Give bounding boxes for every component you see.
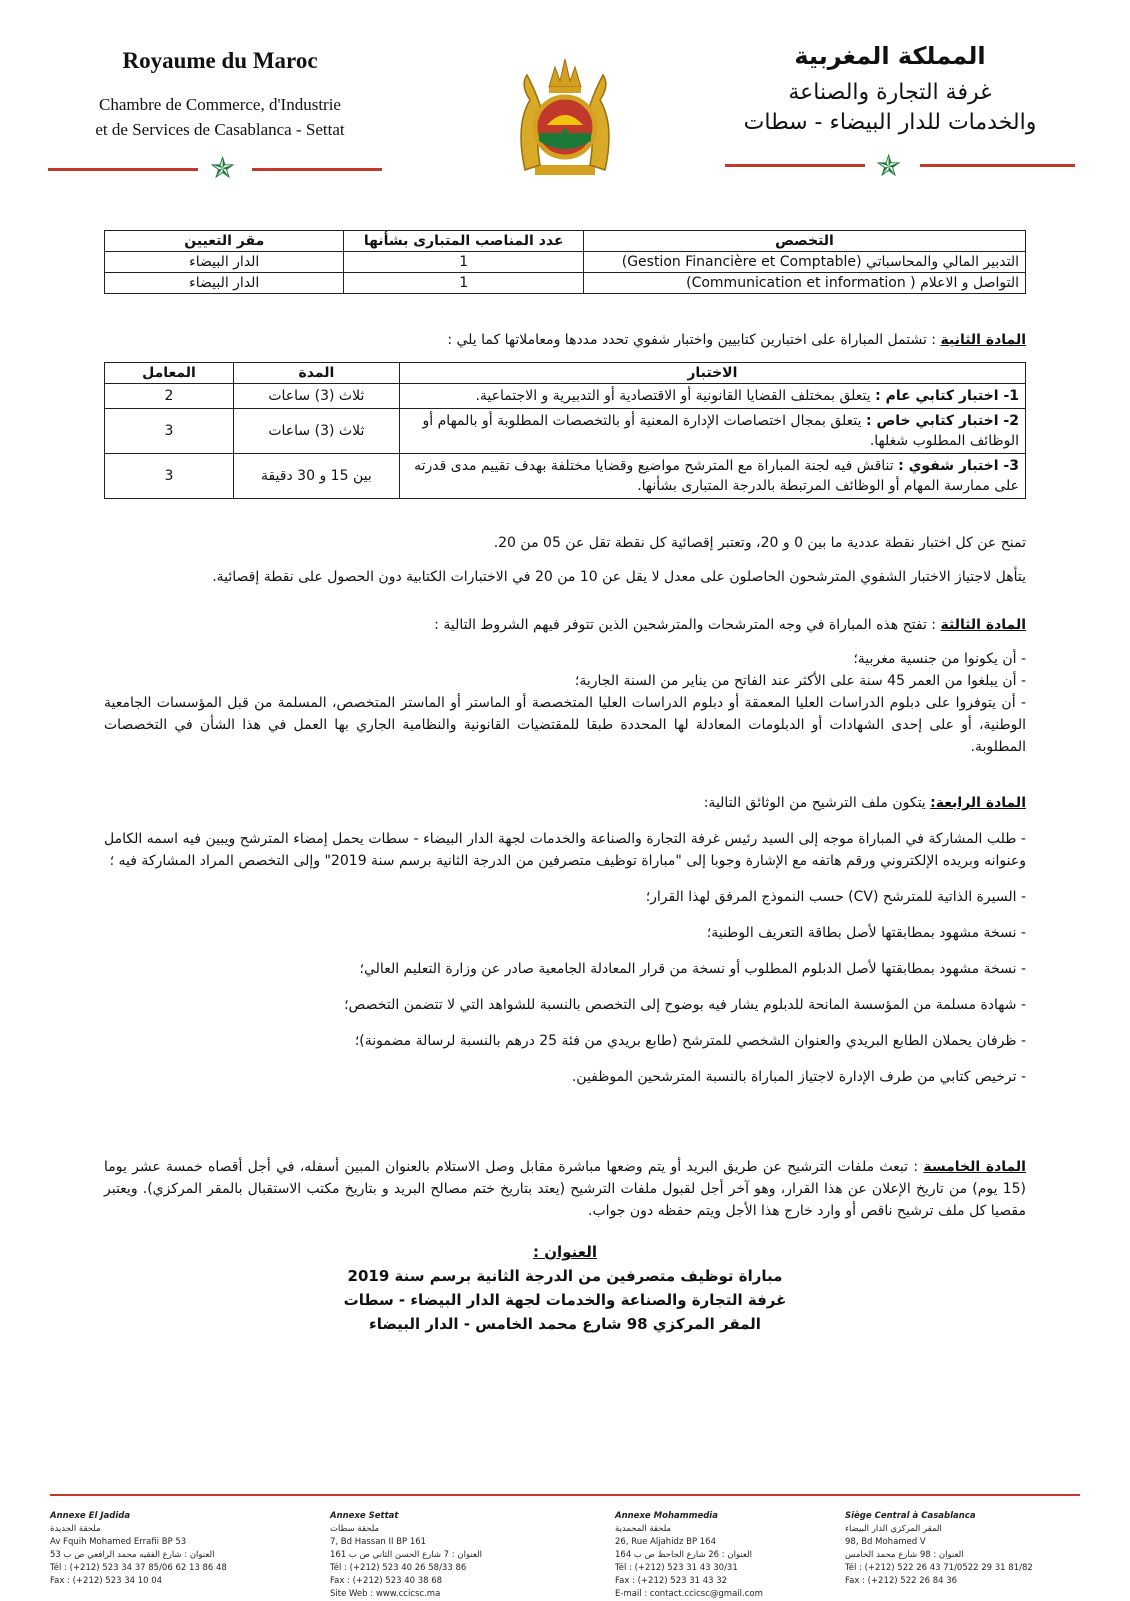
footer-name: Annexe El Jadida [50, 1511, 131, 1521]
footer-address-ar: العنوان : 98 شارع محمد الخامس [845, 1550, 964, 1560]
royal-coat-of-arms-icon [505, 45, 625, 185]
footer-name-ar: ملحقة المحمدية [615, 1524, 672, 1534]
address-line2: غرفة التجارة والصناعة والخدمات لجهة الدار البيضاء - سطات [343, 1291, 787, 1309]
exam-description [399, 454, 1025, 499]
article-3-title: المادة الثالثة [940, 617, 1026, 633]
footer-column-el-jadida [50, 1510, 290, 1588]
footer-email[interactable]: E-mail : contact.ccicsc@gmail.com [615, 1589, 763, 1599]
fr-chamber-line1: Chambre de Commerce, d'Industrie [99, 95, 341, 114]
left-divider-right [252, 168, 382, 171]
exam-coef: 3 [105, 409, 234, 454]
footer-address-ar: العنوان : 26 شارع الجاحظ ص ب 164 [615, 1550, 752, 1560]
footer-tel: Tél : (+212) 522 26 43 71/0522 29 31 81/82 [845, 1563, 1033, 1573]
ar-chamber-line2: والخدمات للدار البيضاء - سطات [743, 110, 1037, 135]
exam-text: يتعلق بمختلف القضايا القانونية أو الاقتصادية أو التدبيرية و الاجتماعية. [475, 388, 871, 404]
footer-address-ar: العنوان : 7 شارع الحسن الثاني ص ب 161 [330, 1550, 482, 1560]
list-item: - ترخيص كتابي من طرف الإدارة لاجتياز المباراة بالنسبة المترشحين الموظفين. [571, 1069, 1026, 1085]
position-count: 1 [344, 252, 583, 273]
position-location: الدار البيضاء [105, 273, 344, 294]
article-2-text: : تشتمل المباراة على اختبارين كتابيين واختبار شفوي تحدد مددها ومعاملاتها كما يلي : [447, 332, 937, 348]
exam-label: 2- اختبار كتابي خاص : [865, 413, 1019, 429]
exam-coef: 2 [105, 384, 234, 409]
list-item: - أن يتوفروا على دبلوم الدراسات العليا المعمقة أو دبلوم الدراسات العليا المتخصصة أو الماستر أو الماستر المتخصص، المسلمة من قبل المؤسسات الجامعية الوطنية، أو على إحدى الشهادات أو الدبلومات المعادلة لها المحددة طبقا للمقتضيات القانونية والنظامية الجاري بها العمل في هذا الشأن في التخصصات المطلوبة. [104, 695, 1026, 755]
exam-description [399, 409, 1025, 454]
position-specialty: التواصل و الاعلام ( Communication et information) [583, 273, 1025, 294]
footer-tel: Tél : (+212) 523 34 37 85/06 62 13 86 48 [50, 1563, 227, 1573]
footer-name: Siège Central à Casablanca [845, 1511, 976, 1521]
footer-column-mohammedia [615, 1510, 855, 1601]
list-item: - أن يبلغوا من العمر 45 سنة على الأكثر عند الفاتح من يناير من السنة الجارية؛ [574, 673, 1026, 689]
exams-header-coef: المعامل [105, 363, 234, 384]
table-row [105, 384, 1026, 409]
address-block [104, 1240, 1026, 1336]
article-5-text: : تبعث ملفات الترشيح عن طريق البريد أو يتم وضعها مباشرة مقابل وصل الاستلام بالعنوان المبين أسفله، في أجل أقصاه خمسة عشر يوما (15 يوم) من تاريخ الإعلان عن هذا القرار، وهو آخر أجل لقبول ملفات الترشيح (يعتد بتاريخ ختم مصالح البريد و بتاريخ مكتب الاستقبال بالمقر المركزي). ويعتبر مقصيا كل ملف ترشيح ناقص أو وارد خارج هذا الأجل ويتم حفظه دون جواب. [104, 1159, 1026, 1219]
article-3 [104, 614, 1026, 758]
article-3-text: : تفتح هذه المباراة في وجه المترشحات والمترشحين الذين تتوفر فيهم الشروط التالية : [434, 617, 937, 633]
article-5 [104, 1156, 1026, 1222]
table-row [105, 454, 1026, 499]
footer-address: 26, Rue Aljahidz BP 164 [615, 1537, 716, 1547]
arabic-letterhead [700, 42, 1080, 138]
list-item: - ظرفان يحملان الطابع البريدي والعنوان الشخصي للمترشح (طابع بريدي من فئة 25 درهم بالنسبة لرسالة مضمونة)؛ [354, 1033, 1026, 1049]
article-2-notes [104, 532, 1026, 588]
exam-text: تناقش فيه لجنة المباراة مع المترشح مواضيع وقضايا مختلفة بهدف تقييم مدى قدرته على ممارسة المهام أو الوظائف المرتبطة بالدرجة المتبارى بشأنها. [414, 458, 1019, 494]
exam-coef: 3 [105, 454, 234, 499]
positions-header-specialty: التخصص [583, 231, 1025, 252]
right-star-icon: ✯ [876, 149, 902, 184]
exams-header-exam: الاختبار [399, 363, 1025, 384]
ar-chamber-line1: غرفة التجارة والصناعة [788, 80, 992, 105]
fr-chamber-line2: et de Services de Casablanca - Settat [95, 120, 345, 139]
address-title: العنوان : [533, 1243, 597, 1261]
exam-description [399, 384, 1025, 409]
article-2-intro [104, 332, 1026, 348]
oral-eligibility-note: يتأهل لاجتياز الاختبار الشفوي المترشحون الحاصلون على معدل لا يقل عن 10 من 20 في الاختبارات الكتابية دون الحصول على نقطة إقصائية. [212, 569, 1026, 585]
article-4 [104, 792, 1026, 1088]
exam-label: 3- اختبار شفوي : [898, 458, 1019, 474]
footer-address: 98, Bd Mohamed V [845, 1537, 926, 1547]
exam-text: يتعلق بمجال اختصاصات الإدارة المعنية أو بالتخصصات المطلوبة أو بالمهام أو الوظائف المطلوب شغلها. [422, 413, 1019, 449]
footer-divider [50, 1494, 1080, 1496]
position-count: 1 [344, 273, 583, 294]
footer-name: Annexe Settat [330, 1511, 399, 1521]
exam-duration: ثلاث (3) ساعات [233, 409, 399, 454]
address-line1: مباراة توظيف متصرفين من الدرجة الثانية برسم سنة 2019 [347, 1267, 783, 1285]
footer-address: Av Fquih Mohamed Errafii BP 53 [50, 1537, 187, 1547]
footer-name-ar: المقر المركزي الدار البيضاء [845, 1524, 942, 1534]
footer-column-settat [330, 1510, 570, 1601]
article-4-title: المادة الرابعة: [930, 795, 1026, 811]
exams-table [104, 362, 1026, 499]
footer-fax: Fax : (+212) 523 31 43 32 [615, 1576, 728, 1586]
positions-header-location: مقر التعيين [105, 231, 344, 252]
footer-fax: Fax : (+212) 523 34 10 04 [50, 1576, 163, 1586]
footer-tel: Tél : (+212) 523 40 26 58/33 86 [330, 1563, 467, 1573]
list-item: - نسخة مشهود بمطابقتها لأصل بطاقة التعريف الوطنية؛ [706, 925, 1026, 941]
footer-address: 7, Bd Hassan II BP 161 [330, 1537, 427, 1547]
positions-header-count: عدد المناصب المتبارى بشأنها [344, 231, 583, 252]
table-row [105, 252, 1026, 273]
list-item: - أن يكونوا من جنسية مغربية؛ [853, 651, 1026, 667]
footer-fax: Fax : (+212) 523 40 38 68 [330, 1576, 443, 1586]
fr-kingdom: Royaume du Maroc [122, 48, 318, 73]
exam-duration: بين 15 و 30 دقيقة [233, 454, 399, 499]
footer-tel: Tél : (+212) 523 31 43 30/31 [615, 1563, 738, 1573]
footer-website[interactable]: Site Web : www.ccicsc.ma [330, 1589, 441, 1599]
right-divider-left [725, 164, 865, 167]
positions-table [104, 230, 1026, 294]
list-item: - طلب المشاركة في المباراة موجه إلى السيد رئيس غرفة التجارة والصناعة والخدمات لجهة الدار البيضاء - سطات يحمل إمضاء المترشح ويبين فيه اسمه الكامل وعنوانه وبريده الإلكتروني ورقم هاتفه مع الإشارة وجوبا إلى "مباراة توظيف متصرفين من الدرجة الثانية برسم سنة 2019" وإلى التخصص المراد المشاركة فيه ؛ [104, 831, 1026, 869]
exam-duration: ثلاث (3) ساعات [233, 384, 399, 409]
footer-column-casablanca [845, 1510, 1085, 1588]
list-item: - شهادة مسلمة من المؤسسة المانحة للدبلوم يشار فيه بوضوح إلى التخصص بالنسبة للشواهد التي لا تتضمن التخصص؛ [344, 997, 1026, 1013]
left-divider-left [48, 168, 198, 171]
footer-name-ar: ملحقة الجديدة [50, 1524, 101, 1534]
article-5-title: المادة الخامسة [923, 1159, 1026, 1175]
table-row [105, 409, 1026, 454]
french-letterhead [60, 48, 380, 142]
footer-name: Annexe Mohammedia [615, 1511, 718, 1521]
footer-address-ar: العنوان : شارع الفقيه محمد الرافعي ص ب 53 [50, 1550, 215, 1560]
ar-kingdom: المملكة المغربية [794, 42, 986, 70]
exams-header-duration: المدة [233, 363, 399, 384]
exam-label: 1- اختبار كتابي عام : [875, 388, 1019, 404]
footer-fax: Fax : (+212) 522 26 84 36 [845, 1576, 958, 1586]
article-4-text: يتكون ملف الترشيح من الوثائق التالية: [703, 795, 926, 811]
address-line3: المقر المركزي 98 شارع محمد الخامس - الدار البيضاء [369, 1315, 761, 1333]
position-location: الدار البيضاء [105, 252, 344, 273]
list-item: - نسخة مشهود بمطابقتها لأصل الدبلوم المطلوب أو نسخة من قرار المعادلة الجامعية صادر عن وزارة التعليم العالي؛ [359, 961, 1026, 977]
article-2-title: المادة الثانية [940, 332, 1026, 348]
table-row [105, 273, 1026, 294]
left-star-icon: ✯ [210, 151, 236, 186]
scoring-note: تمنح عن كل اختبار نقطة عددية ما بين 0 و 20، وتعتبر إقصائية كل نقطة تقل عن 05 من 20. [493, 535, 1026, 551]
list-item: - السيرة الذاتية للمترشح (CV) حسب النموذج المرفق لهذا القرار؛ [645, 889, 1026, 905]
right-divider-right [920, 164, 1075, 167]
position-specialty: التدبير المالي والمحاسباتي (Gestion Financière et Comptable) [583, 252, 1025, 273]
footer-name-ar: ملحقة سطات [330, 1524, 380, 1534]
